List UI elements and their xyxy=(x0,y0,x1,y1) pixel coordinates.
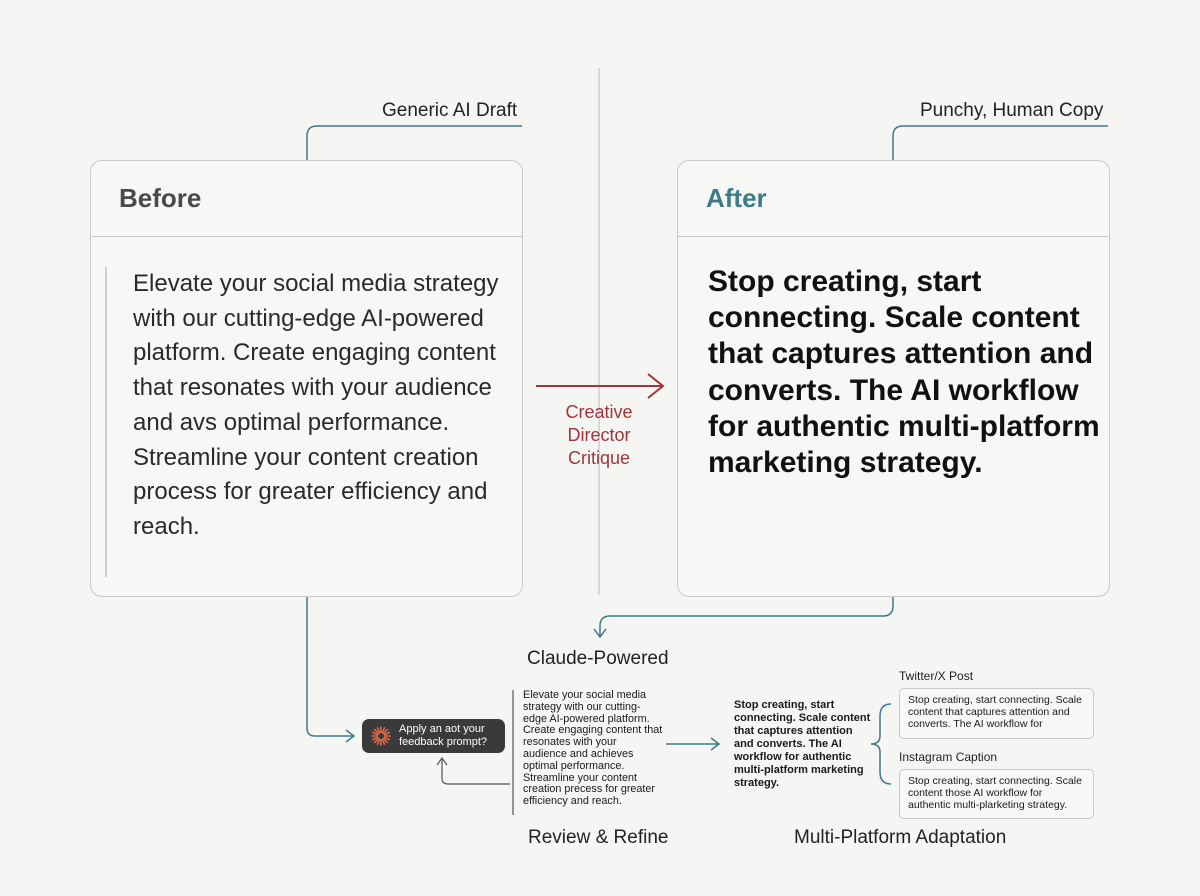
sparkle-icon xyxy=(370,725,392,747)
before-body: Elevate your social media strategy with our cutting-edge AI-powered platform. Create engaging content that resonates with your audience and avs optimal performance. Streamline your content creation process for greater efficiency and reach. xyxy=(133,270,499,540)
instagram-caption-box xyxy=(899,769,1094,819)
instagram-label: Instagram Caption xyxy=(899,750,998,764)
instagram-caption-text: Stop creating, start connecting. Scale content those AI workflow for authentic multi-plarketing strategy. xyxy=(908,775,1082,811)
after-caption: Punchy, Human Copy xyxy=(920,100,1104,121)
platform-bracket xyxy=(871,704,891,784)
feedback-loop-arrow xyxy=(437,758,510,784)
refine-arrow xyxy=(666,738,719,750)
quote-bar xyxy=(105,267,107,577)
after-heading: After xyxy=(678,161,1109,237)
twitter-post-text: Stop creating, start connecting. Scale content that captures attention and converts. The AI workflow for xyxy=(908,694,1082,730)
twitter-label: Twitter/X Post xyxy=(899,669,974,683)
review-label: Review & Refine xyxy=(528,827,669,848)
refined-text: Stop creating, start connecting. Scale content that captures attention and converts. The AI workflow for authentic multi-platform marketing strategy. xyxy=(734,699,871,789)
before-caption-connector xyxy=(307,126,522,160)
feedback-prompt-pill[interactable] xyxy=(362,719,505,753)
before-caption: Generic AI Draft xyxy=(382,100,518,121)
before-to-pill-arrow xyxy=(307,597,354,742)
twitter-post-box xyxy=(899,688,1094,739)
before-card xyxy=(90,160,523,597)
after-card xyxy=(677,160,1110,597)
after-to-workflow-arrow xyxy=(594,596,893,637)
after-caption-connector xyxy=(893,126,1108,160)
before-heading: Before xyxy=(91,161,522,237)
draft-text: Elevate your social media strategy with our cutting-edge AI-powered platform. Create engaging content that resonates with your audience and achieves optimal performance. Streamline your content creation precess for greater efficiency and reach. xyxy=(523,689,663,808)
after-body: Stop creating, start connecting. Scale content that captures attention and converts. The AI workflow for authentic multi-platform marketing strategy. xyxy=(708,265,1100,480)
critique-label: Creative Director Critique xyxy=(565,402,633,468)
powered-label: Claude-Powered xyxy=(527,648,669,669)
adaptation-label: Multi-Platform Adaptation xyxy=(794,827,1007,848)
feedback-prompt-text: Apply an aot your feedback prompt? xyxy=(399,723,488,748)
